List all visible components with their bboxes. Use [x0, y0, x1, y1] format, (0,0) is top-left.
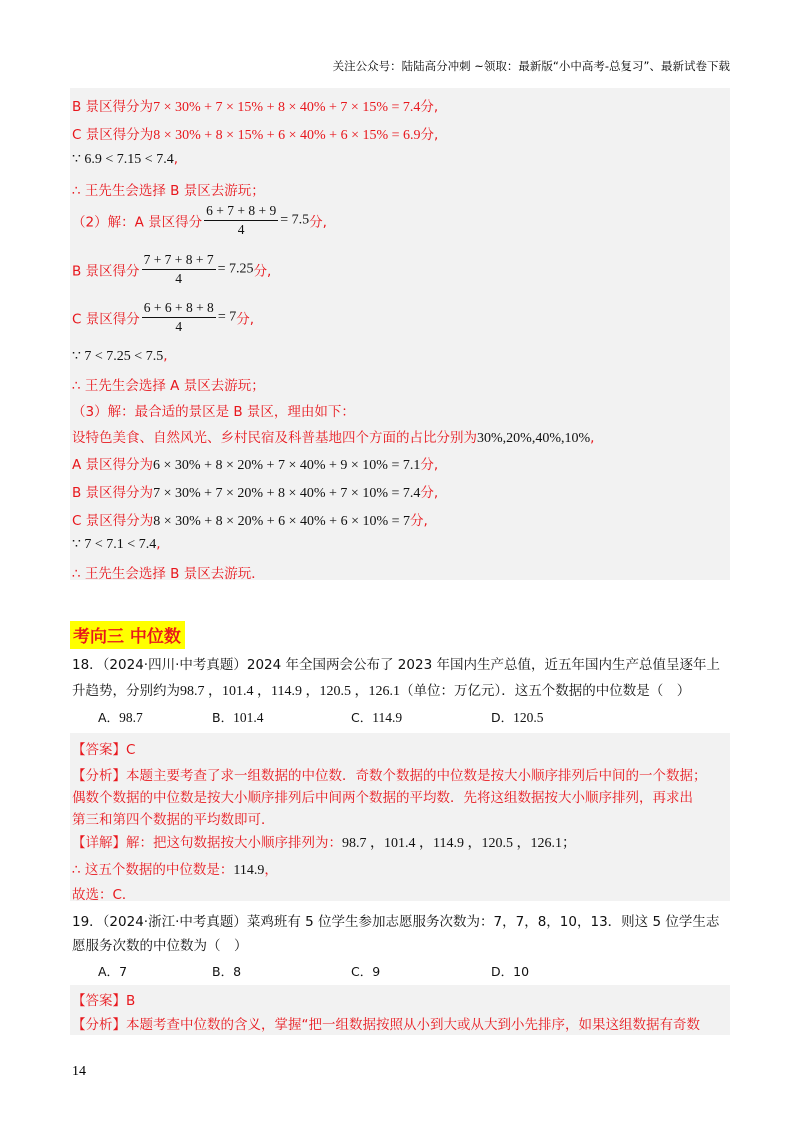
- q19-analysis-line-1: 【分析】本题考查中位数的含义，掌握“把一组数据按照从小到大或从大到小先排序，如果这组数据有奇数: [72, 1017, 700, 1033]
- solution-line-8: ∵ 7 < 7.25 < 7.5,: [72, 348, 168, 364]
- q18-result: ∴ 这五个数据的中位数是：114.9，: [72, 862, 278, 878]
- q18-option-c: C．114.9: [351, 710, 403, 725]
- q18-analysis-line-2: 偶数个数据的中位数是按大小顺序排列后中间两个数据的平均数．先将这组数据按大小顺序排列，再求出: [72, 790, 693, 806]
- section-title: 考向三 中位数: [70, 621, 185, 649]
- q19-option-a: A．7: [98, 964, 128, 979]
- solution-line-10: （3）解：最合适的景区是 B 景区，理由如下：: [72, 404, 355, 420]
- solution-line-7: C 景区得分 $\frac{6 + 6 + 8 + 8}{4}$ = 7分,: [72, 300, 255, 334]
- q18-option-b: B．101.4: [212, 710, 264, 725]
- solution-line-13: B 景区得分为7 × 30% + 7 × 20% + 8 × 40% + 7 × 10% = 7.4分,: [72, 485, 439, 501]
- solution-line-4: ∴ 王先生会选择 B 景区去游玩；: [72, 183, 265, 199]
- q18-detail: 【详解】解：把这句数据按大小顺序排列为：98.7 ，101.4 ，114.9 ，120.5 ，126.1；: [72, 835, 576, 851]
- q19-answer: 【答案】B: [72, 993, 136, 1009]
- page-number: 14: [72, 1064, 86, 1079]
- q19-option-c: C．9: [351, 964, 381, 979]
- page-header: 关注公众号：陆陆高分冲刺 ~领取：最新版“小中高考-总复习”、最新试卷下载: [332, 59, 730, 73]
- q18-stem-line-1: 18．（2024·四川·中考真题）2024 年全国两会公布了 2023 年国内生产总值，近五年国内生产总值呈逐年上: [72, 657, 720, 673]
- solution-line-6: B 景区得分 $\frac{7 + 7 + 8 + 7}{4}$ = 7.25分,: [72, 252, 272, 286]
- solution-line-9: ∴ 王先生会选择 A 景区去游玩；: [72, 378, 265, 394]
- q19-stem-line-1: 19．（2024·浙江·中考真题）菜鸡班有 5 位学生参加志愿服务次数为：7，7，8，10，13．则这 5 位学生志: [72, 914, 720, 930]
- q18-stem-line-2: 升趋势，分别约为98.7 ，101.4 ，114.9 ，120.5 ，126.1（单位：万亿元）．这五个数据的中位数是（ ）: [72, 683, 691, 699]
- q18-choose: 故选：C．: [72, 887, 136, 903]
- solution-line-3: ∵ 6.9 < 7.15 < 7.4,: [72, 151, 178, 167]
- solution-line-16: ∴ 王先生会选择 B 景区去游玩．: [72, 566, 265, 582]
- solution-line-15: ∵ 7 < 7.1 < 7.4,: [72, 536, 161, 552]
- solution-line-5: （2）解：A 景区得分 $\frac{6 + 7 + 8 + 9}{4}$ = 7.5分,: [72, 203, 327, 237]
- solution-line-12: A 景区得分为6 × 30% + 8 × 20% + 7 × 40% + 9 × 10% = 7.1分,: [72, 457, 439, 473]
- q18-option-a: A．98.7: [98, 710, 143, 725]
- solution-line-14: C 景区得分为8 × 30% + 8 × 20% + 6 × 40% + 6 × 10% = 7分,: [72, 513, 428, 529]
- solution-line-1: B 景区得分为7 × 30% + 7 × 15% + 8 × 40% + 7 × 15% = 7.4分,: [72, 99, 439, 115]
- q18-answer: 【答案】C: [72, 742, 136, 758]
- q18-analysis-line-3: 第三和第四个数据的平均数即可．: [72, 812, 275, 828]
- solution-line-11: 设特色美食、自然风光、乡村民宿及科普基地四个方面的占比分别为30%,20%,40%,10%,: [72, 430, 595, 446]
- q19-option-b: B．8: [212, 964, 242, 979]
- q18-analysis-line-1: 【分析】本题主要考查了求一组数据的中位数．奇数个数据的中位数是按大小顺序排列后中间的一个数据；: [72, 768, 707, 784]
- q19-stem-line-2: 愿服务次数的中位数为（ ）: [72, 938, 248, 954]
- q19-option-d: D．10: [491, 964, 530, 979]
- solution-line-2: C 景区得分为8 × 30% + 8 × 15% + 6 × 40% + 6 × 15% = 6.9分,: [72, 127, 439, 143]
- q18-option-d: D．120.5: [491, 710, 544, 725]
